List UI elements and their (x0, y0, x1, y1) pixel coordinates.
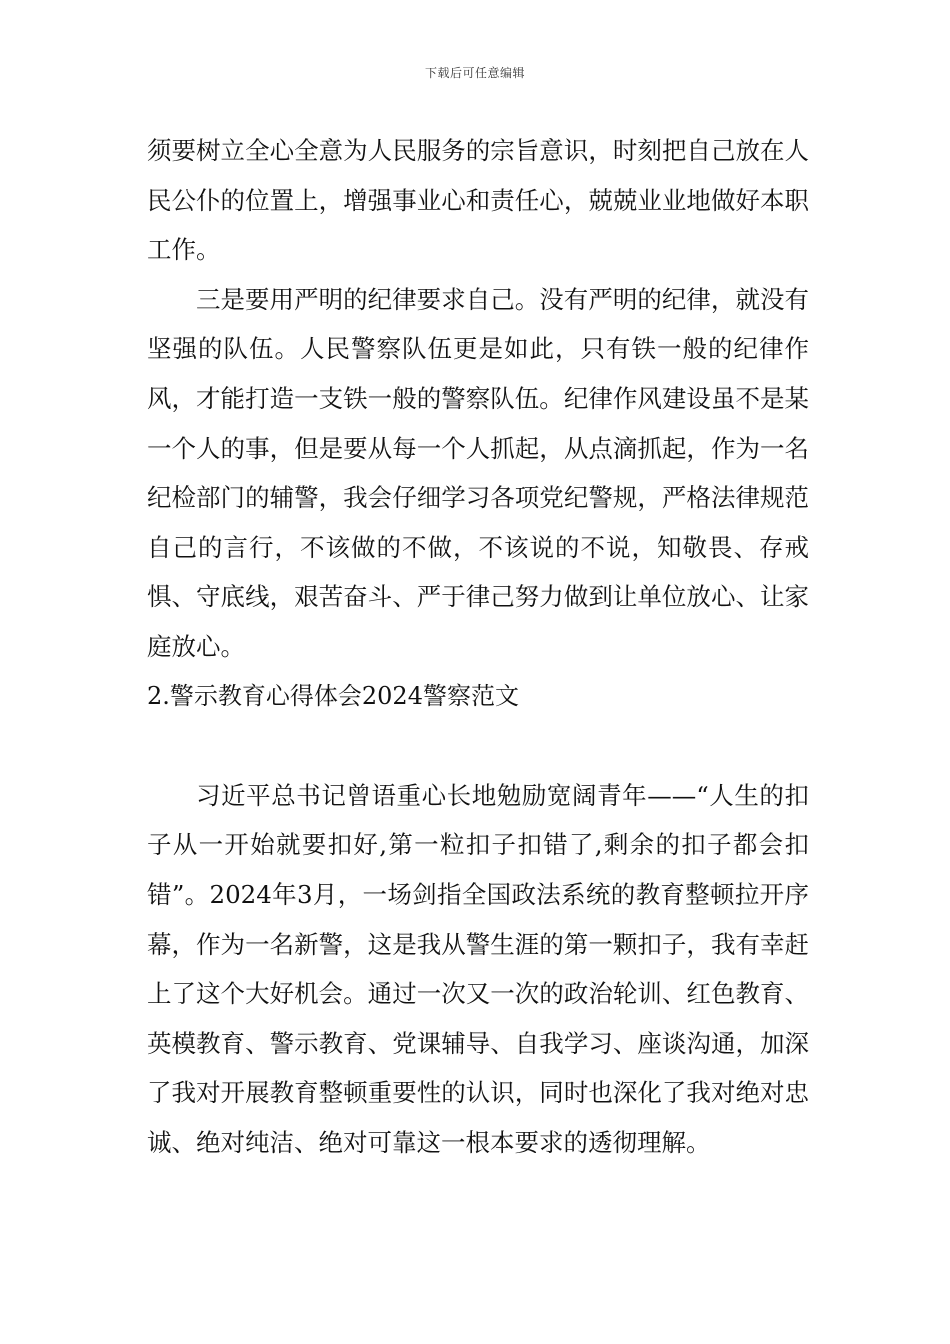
page-header: 下载后可任意编辑 (424, 66, 525, 80)
paragraph-discipline: 三是要用严明的纪律要求自己。没有严明的纪律，就没有坚强的队伍。人民警察队伍更是如此，只有铁一般的纪律作风，才能打造一支铁一般的警察队伍。纪律作风建设虽不是某一个人的事，但是要从每一个人抓起，从点滴抓起，作为一名纪检部门的辅警，我会仔细学习各项党纪警规，严格法律规范自己的言行，不该做的不做，不该说的不说，知敬畏、存戒惧、守底线，艰苦奋斗、严于律己努力做到让单位放心、让家庭放心。 (147, 284, 809, 661)
paragraph-continued: 须要树立全心全意为人民服务的宗旨意识，时刻把自己放在人民公仆的位置上，增强事业心和责任心，兢兢业业地做好本职工作。 (147, 136, 809, 265)
section-heading: 2.警示教育心得体会2024警察范文 (147, 681, 519, 710)
document-body (147, 126, 809, 1167)
paragraph-education: 习近平总书记曾语重心长地勉励宽阔青年——“人生的扣子从一开始就要扣好,第一粒扣子扣错了,剩余的扣子都会扣错”。2024年3月，一场剑指全国政法系统的教育整顿拉开序幕，作为一名新警，这是我从警生涯的第一颗扣子，我有幸赶上了这个大好机会。通过一次又一次的政治轮训、红色教育、英模教育、警示教育、党课辅导、自我学习、座谈沟通，加深了我对开展教育整顿重要性的认识，同时也深化了我对绝对忠诚、绝对纯洁、绝对可靠这一根本要求的透彻理解。 (147, 780, 809, 1157)
blank-line (147, 721, 809, 771)
